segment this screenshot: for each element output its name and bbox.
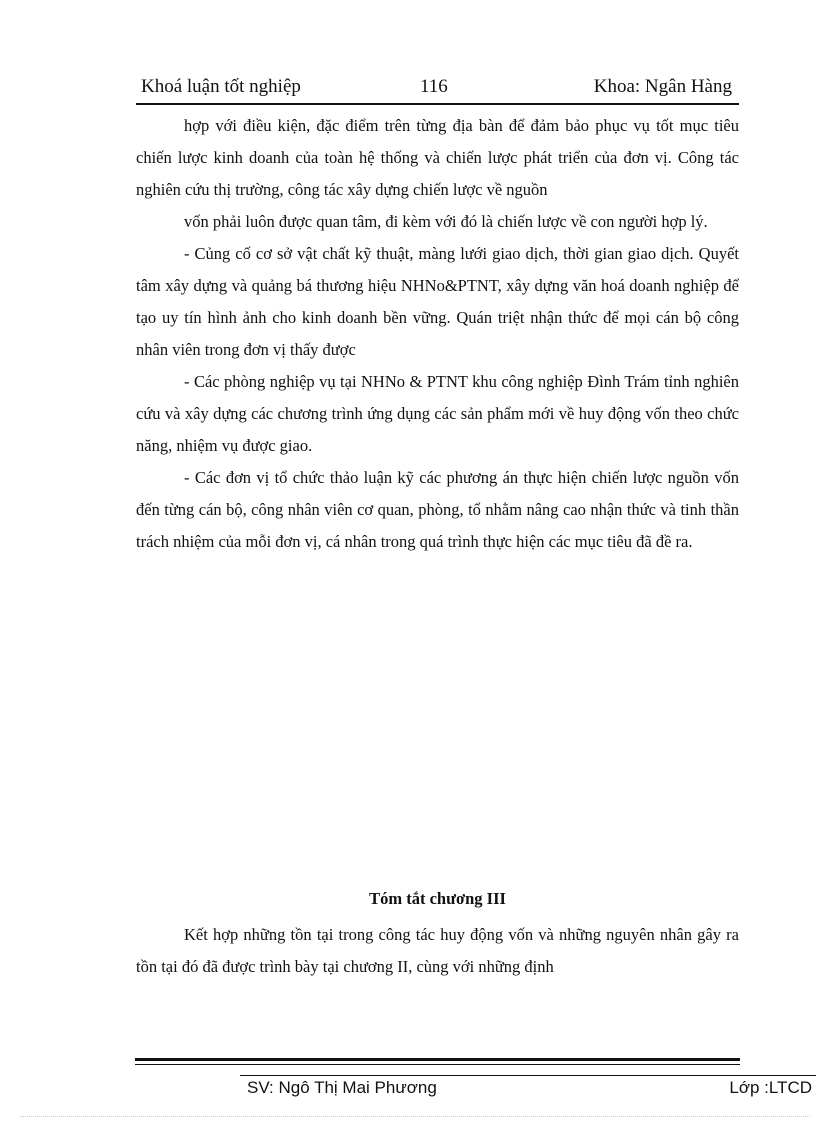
- header-divider: [136, 103, 739, 105]
- paragraph: vốn phải luôn được quan tâm, đi kèm với đó là chiến lược về con người hợp lý.: [184, 212, 708, 231]
- footer-divider: [240, 1075, 816, 1076]
- header-thesis-label: Khoá luận tốt nghiệp: [141, 76, 301, 97]
- footer-divider-thin: [135, 1064, 740, 1065]
- footer-student-name: SV: Ngô Thị Mai Phương: [247, 1078, 437, 1097]
- paragraph: - Củng cố cơ sở vật chất kỹ thuật, màng lưới giao dịch, thời gian giao dịch. Quyết tâm xây dựng và quảng bá thương hiệu NHNo&PTNT, xây dựng văn hoá doanh nghiệp để tạo uy tín hình ảnh cho kinh doanh bền vững. Quán triệt nhận thức để mọi cán bộ công nhân viên trong đơn vị thấy được: [136, 244, 739, 359]
- paragraph: - Các phòng nghiệp vụ tại NHNo & PTNT khu công nghiệp Đình Trám tỉnh nghiên cứu và xây dựng các chương trình ứng dụng các sản phẩm mới về huy động vốn theo chức năng, nhiệm vụ được giao.: [136, 372, 739, 455]
- page-edge-divider: [20, 1116, 810, 1117]
- footer-class: Lớp :LTCD: [729, 1078, 812, 1097]
- paragraph: Kết hợp những tồn tại trong công tác huy động vốn và những nguyên nhân gây ra tồn tại đó đã được trình bày tại chương II, cùng với những định: [136, 925, 739, 976]
- section-title: Tóm tắt chương III: [369, 889, 506, 908]
- paragraph: - Các đơn vị tổ chức thảo luận kỹ các phương án thực hiện chiến lược nguồn vốn đến từng cán bộ, công nhân viên cơ quan, phòng, tổ nhằm nâng cao nhận thức và tinh thần trách nhiệm của mỗi đơn vị, cá nhân trong quá trình thực hiện các mục tiêu đã đề ra.: [136, 468, 739, 551]
- section-content: [136, 919, 739, 983]
- body-content: [136, 110, 739, 558]
- header-faculty-label: Khoa: Ngân Hàng: [593, 76, 732, 97]
- paragraph: hợp với điều kiện, đặc điểm trên từng địa bàn để đảm bảo phục vụ tốt mục tiêu chiến lược kinh doanh của toàn hệ thống và chiến lược phát triển của đơn vị. Công tác nghiên cứu thị trường, công tác xây dựng chiến lược về nguồn: [136, 116, 739, 199]
- page-header: [136, 76, 736, 102]
- footer-divider-thick: [135, 1058, 740, 1061]
- page-number: 116: [420, 76, 448, 97]
